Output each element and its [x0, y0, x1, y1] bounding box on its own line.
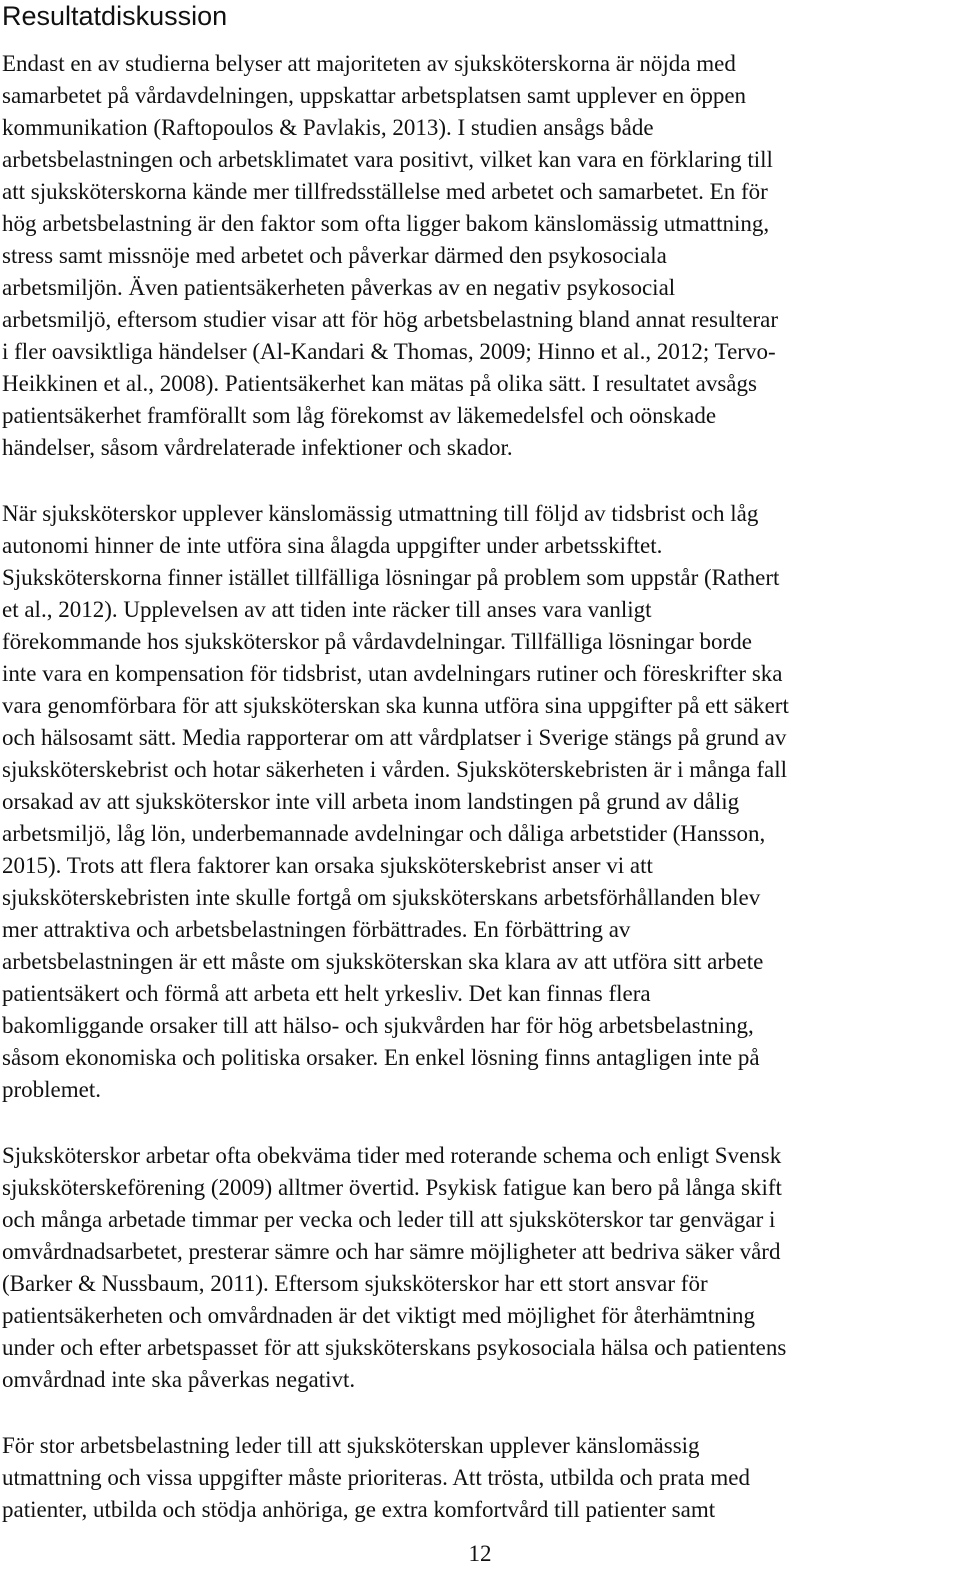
text-line: såsom ekonomiska och politiska orsaker. En enkel lösning finns antagligen inte på	[2, 1045, 760, 1070]
text-line: arbetsmiljö, låg lön, underbemannade avdelningar och dåliga arbetstider (Hansson,	[2, 821, 766, 846]
text-line: kommunikation (Raftopoulos & Pavlakis, 2013). I studien ansågs både	[2, 115, 654, 140]
text-line: att sjuksköterskorna kände mer tillfredsställelse med arbetet och samarbetet. En för	[2, 179, 768, 204]
text-line: (Barker & Nussbaum, 2011). Eftersom sjuksköterskor har ett stort ansvar för	[2, 1271, 708, 1296]
text-line: När sjuksköterskor upplever känslomässig utmattning till följd av tidsbrist och låg	[2, 501, 759, 526]
page-number: 12	[468, 1541, 492, 1566]
text-line: 2015). Trots att flera faktorer kan orsaka sjuksköterskebrist anser vi att	[2, 853, 653, 878]
text-line: sjuksköterskebrist och hotar säkerheten i vården. Sjuksköterskebristen är i många fall	[2, 757, 787, 782]
text-line: omvårdnadsarbetet, presterar sämre och har sämre möjligheter att bedriva säker vård	[2, 1239, 781, 1264]
text-line: händelser, såsom vårdrelaterade infektioner och skador.	[2, 435, 513, 460]
text-line: arbetsbelastningen är ett måste om sjuksköterskan ska klara av att utföra sitt arbete	[2, 949, 764, 974]
text-line: problemet.	[2, 1077, 101, 1102]
text-line: under och efter arbetspasset för att sjuksköterskans psykosociala hälsa och patientens	[2, 1335, 787, 1360]
paragraph-1	[2, 48, 960, 464]
text-line: i fler oavsiktliga händelser (Al-Kandari & Thomas, 2009; Hinno et al., 2012; Tervo-	[2, 339, 776, 364]
text-line: patientsäkerheten och omvårdnaden är det viktigt med möjlighet för återhämtning	[2, 1303, 756, 1328]
text-line: hög arbetsbelastning är den faktor som ofta ligger bakom känslomässig utmattning,	[2, 211, 770, 236]
text-line: vara genomförbara för att sjuksköterskan ska kunna utföra sina uppgifter på ett säkert	[2, 693, 789, 718]
text-line: samarbetet på vårdavdelningen, uppskattar arbetsplatsen samt upplever en öppen	[2, 83, 747, 108]
text-line: mer attraktiva och arbetsbelastningen förbättrades. En förbättring av	[2, 917, 631, 942]
text-line: och många arbetade timmar per vecka och leder till att sjuksköterskor tar genvägar i	[2, 1207, 776, 1232]
section-heading: Resultatdiskussion	[2, 1, 228, 31]
text-line: et al., 2012). Upplevelsen av att tiden inte räcker till anses vara vanligt	[2, 597, 652, 622]
paragraph-3	[2, 1140, 960, 1396]
text-line: sjuksköterskebristen inte skulle fortgå om sjuksköterskans arbetsförhållanden blev	[2, 885, 761, 910]
text-line: arbetsbelastningen och arbetsklimatet vara positivt, vilket kan vara en förklaring till	[2, 147, 773, 172]
text-line: patientsäkert och förmå att arbeta ett helt yrkesliv. Det kan finnas flera	[2, 981, 651, 1006]
text-line: inte vara en kompensation för tidsbrist, utan avdelningars rutiner och föreskrifter ska	[2, 661, 783, 686]
text-line: arbetsmiljö, eftersom studier visar att för hög arbetsbelastning bland annat resulterar	[2, 307, 779, 332]
text-line: patienter, utbilda och stödja anhöriga, ge extra komfortvård till patienter samt	[2, 1497, 716, 1522]
text-line: Endast en av studierna belyser att majoriteten av sjuksköterskorna är nöjda med	[2, 51, 736, 76]
text-line: patientsäkerhet framförallt som låg förekomst av läkemedelsfel och oönskade	[2, 403, 717, 428]
text-line: Sjuksköterskor arbetar ofta obekväma tider med roterande schema och enligt Svensk	[2, 1143, 782, 1168]
text-line: autonomi hinner de inte utföra sina ålagda uppgifter under arbetsskiftet.	[2, 533, 663, 558]
text-line: utmattning och vissa uppgifter måste prioriteras. Att trösta, utbilda och prata med	[2, 1465, 750, 1490]
text-line: förekommande hos sjuksköterskor på vårdavdelningar. Tillfälliga lösningar borde	[2, 629, 752, 654]
text-line: För stor arbetsbelastning leder till att sjuksköterskan upplever känslomässig	[2, 1433, 700, 1458]
text-line: Sjuksköterskorna finner istället tillfälliga lösningar på problem som uppstår (Rathert	[2, 565, 780, 590]
text-line: Heikkinen et al., 2008). Patientsäkerhet kan mätas på olika sätt. I resultatet avsågs	[2, 371, 757, 396]
text-line: arbetsmiljön. Även patientsäkerheten påverkas av en negativ psykosocial	[2, 275, 676, 300]
paragraph-4	[2, 1430, 960, 1526]
text-line: omvårdnad inte ska påverkas negativt.	[2, 1367, 356, 1392]
text-line: bakomliggande orsaker till att hälso- och sjukvården har för hög arbetsbelastning,	[2, 1013, 754, 1038]
paragraph-2	[2, 498, 960, 1106]
text-line: stress samt missnöje med arbetet och påverkar därmed den psykosociala	[2, 243, 667, 268]
text-line: och hälsosamt sätt. Media rapporterar om att vårdplatser i Sverige stängs på grund av	[2, 725, 787, 750]
text-line: orsakad av att sjuksköterskor inte vill arbeta inom landstingen på grund av dålig	[2, 789, 740, 814]
text-line: sjuksköterskeförening (2009) alltmer övertid. Psykisk fatigue kan bero på långa skift	[2, 1175, 782, 1200]
